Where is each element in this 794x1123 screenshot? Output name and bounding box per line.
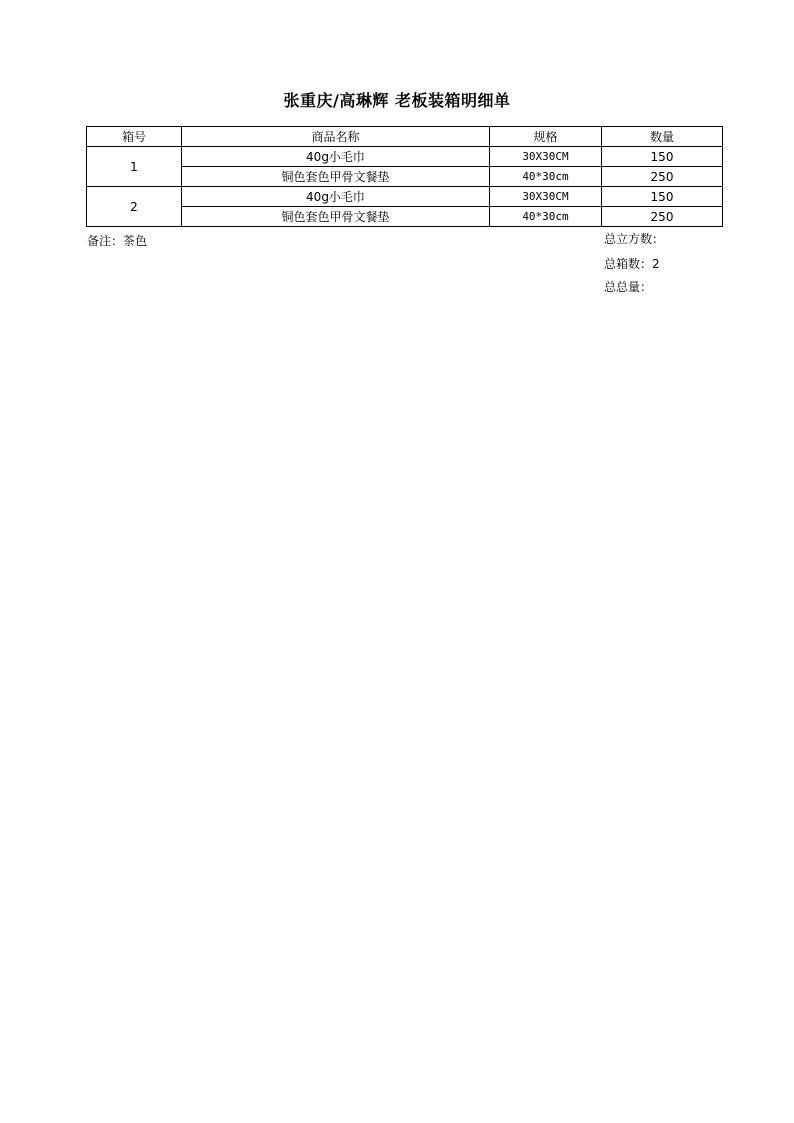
spec-cell: 40*30cm <box>490 167 602 187</box>
quantity-cell: 150 <box>602 147 723 167</box>
table-row <box>87 187 723 207</box>
product-name-cell: 40g小毛巾 <box>182 187 490 207</box>
product-name-cell: 40g小毛巾 <box>182 147 490 167</box>
product-name-cell: 铜色套色甲骨文餐垫 <box>182 167 490 187</box>
spec-cell: 30X30CM <box>490 187 602 207</box>
header-quantity: 数量 <box>602 127 723 147</box>
total-boxes-label: 总箱数：2 <box>604 257 660 271</box>
table-row <box>87 147 723 167</box>
quantity-cell: 150 <box>602 187 723 207</box>
header-product-name: 商品名称 <box>182 127 490 147</box>
remark-note: 备注：茶色 <box>87 234 148 248</box>
total-volume-label: 总立方数： <box>604 232 665 246</box>
total-weight-label: 总总量： <box>604 280 653 294</box>
spec-cell: 30X30CM <box>490 147 602 167</box>
packing-table <box>86 126 723 227</box>
product-name-cell: 铜色套色甲骨文餐垫 <box>182 207 490 227</box>
document-title: 张重庆/高琳辉 老板装箱明细单 <box>283 91 511 110</box>
table-row <box>87 207 723 227</box>
quantity-cell: 250 <box>602 167 723 187</box>
spec-cell: 40*30cm <box>490 207 602 227</box>
box-number-cell: 2 <box>87 187 182 227</box>
box-number-cell: 1 <box>87 147 182 187</box>
quantity-cell: 250 <box>602 207 723 227</box>
header-spec: 规格 <box>490 127 602 147</box>
header-box-no: 箱号 <box>87 127 182 147</box>
table-header-row <box>87 127 723 147</box>
table-row <box>87 167 723 187</box>
